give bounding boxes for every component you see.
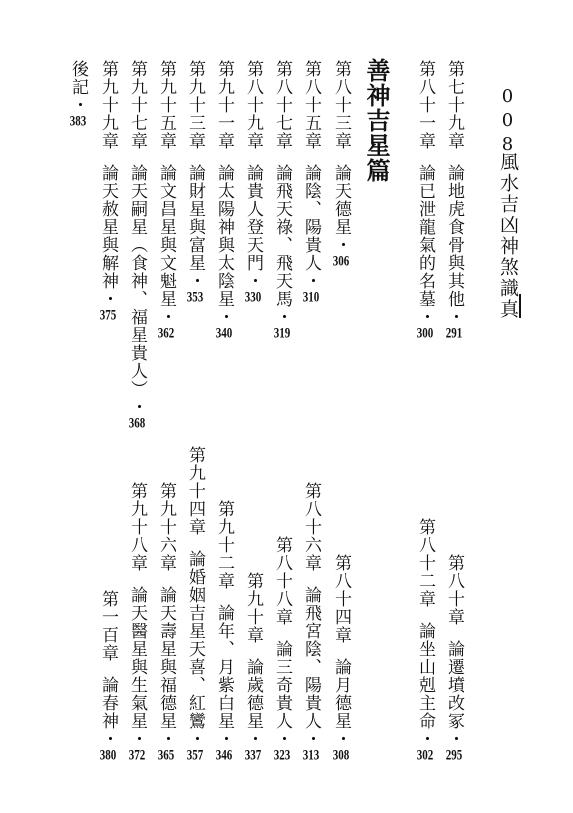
- chapter-number: 後記: [68, 60, 88, 96]
- chapter-title: 論遷墳改冢: [444, 640, 464, 730]
- book-title: 風水吉凶神煞識真: [497, 152, 519, 320]
- chapter-title: 論坐山剋主命: [415, 622, 435, 730]
- chapter-number: 第九十二章: [214, 500, 234, 590]
- toc-entry[interactable]: 第九十五章論文昌星與文魁星・362: [156, 60, 176, 341]
- page-ref: 313: [302, 748, 320, 763]
- chapter-title: 論飛天祿、飛天馬: [272, 164, 292, 308]
- toc-entry[interactable]: 第八十二章論坐山剋主命・302: [415, 518, 435, 763]
- page-ref: 383: [69, 114, 87, 129]
- page-ref: 346: [215, 748, 233, 763]
- chapter-title: 論三奇貴人: [272, 640, 292, 730]
- chapter-title: 論陰、陽貴人: [301, 164, 321, 272]
- page-ref: 306: [332, 254, 350, 269]
- toc-entry[interactable]: 第九十章論歲德星・337: [243, 572, 263, 763]
- toc-entry[interactable]: 第八十八章論三奇貴人・323: [272, 536, 292, 763]
- page-ref: 308: [332, 748, 350, 763]
- page-ref: 353: [186, 290, 204, 305]
- chapter-number: 第九十七章: [127, 60, 147, 150]
- toc-entry[interactable]: 後記・383: [68, 60, 88, 129]
- page-ref: 365: [157, 748, 175, 763]
- page-number: 008: [497, 86, 518, 158]
- toc-entry[interactable]: 第九十七章論天嗣星（食神、福星貴人）・368: [127, 60, 147, 431]
- chapter-number: 第八十三章: [331, 60, 351, 150]
- title-rule: [519, 294, 521, 318]
- page-ref: 380: [99, 748, 117, 763]
- chapter-number: 第七十九章: [444, 60, 464, 150]
- chapter-number: 第九十一章: [214, 60, 234, 150]
- page-ref: 340: [215, 326, 233, 341]
- toc-entry[interactable]: 第九十三章論財星與富星・353: [185, 60, 205, 305]
- toc-entry[interactable]: 第八十一章論已泄龍氣的名墓・300: [415, 60, 435, 341]
- page-ref: 319: [273, 326, 291, 341]
- chapter-title: 論太陽神與太陰星: [214, 164, 234, 308]
- chapter-number: 第八十九章: [243, 60, 263, 150]
- toc-entry[interactable]: 第八十九章論貴人登天門・330: [243, 60, 263, 305]
- chapter-title: 論財星與富星: [185, 164, 205, 272]
- toc-entry[interactable]: 第八十五章論陰、陽貴人・310: [301, 60, 321, 305]
- page-ref: 330: [244, 290, 262, 305]
- page-ref: 368: [128, 416, 146, 431]
- chapter-title: 論地虎食骨與其他: [444, 164, 464, 308]
- chapter-number: 第八十五章: [301, 60, 321, 150]
- toc-entry[interactable]: 第八十四章論月德星・308: [331, 554, 351, 763]
- chapter-number: 第九十六章: [156, 482, 176, 572]
- chapter-title: 論已泄龍氣的名墓: [415, 164, 435, 308]
- chapter-number: 第九十五章: [156, 60, 176, 150]
- page-ref: 362: [157, 326, 175, 341]
- chapter-number: 第八十一章: [415, 60, 435, 150]
- chapter-number: 第八十四章: [331, 554, 351, 644]
- toc-entry[interactable]: 第一百章論春神・380: [98, 590, 118, 763]
- chapter-title: 論年、月紫白星: [214, 604, 234, 730]
- toc-entry[interactable]: 第九十九章論天赦星與解神・375: [98, 60, 118, 323]
- chapter-number: 第八十七章: [272, 60, 292, 150]
- chapter-title: 論天德星: [331, 164, 351, 236]
- toc-entry[interactable]: 第八十七章論飛天祿、飛天馬・319: [272, 60, 292, 341]
- chapter-title: 論飛宮陰、陽貴人: [301, 586, 321, 730]
- chapter-title: 論春神: [98, 676, 118, 730]
- chapter-title: 論貴人登天門: [243, 164, 263, 272]
- chapter-number: 第九十四章: [185, 446, 205, 536]
- chapter-number: 第八十六章: [301, 482, 321, 572]
- toc-entry[interactable]: 第七十九章論地虎食骨與其他・291: [444, 60, 464, 341]
- chapter-number: 第八十章: [444, 554, 464, 626]
- page-ref: 375: [99, 308, 117, 323]
- page-ref: 323: [273, 748, 291, 763]
- chapter-title: 論婚姻吉星天喜、紅鸞: [185, 550, 205, 730]
- page-ref: 300: [416, 326, 434, 341]
- chapter-title: 論天醫星與生氣星: [127, 586, 147, 730]
- chapter-title: 論天赦星與解神: [98, 164, 118, 290]
- toc-entry[interactable]: 第九十八章論天醫星與生氣星・372: [127, 482, 147, 763]
- chapter-title: 論天壽星與福德星: [156, 586, 176, 730]
- chapter-title: 論歲德星: [243, 658, 263, 730]
- toc-entry[interactable]: 第八十六章論飛宮陰、陽貴人・313: [301, 482, 321, 763]
- page-ref: 295: [445, 748, 463, 763]
- chapter-number: 第九十九章: [98, 60, 118, 150]
- toc-entry[interactable]: 第八十三章論天德星・306: [331, 60, 351, 269]
- chapter-title: 論月德星: [331, 658, 351, 730]
- chapter-number: 第一百章: [98, 590, 118, 662]
- chapter-title: 論文昌星與文魁星: [156, 164, 176, 308]
- page-ref: 337: [244, 748, 262, 763]
- chapter-number: 第九十章: [243, 572, 263, 644]
- page-ref: 310: [302, 290, 320, 305]
- chapter-number: 第八十二章: [415, 518, 435, 608]
- chapter-number: 第九十八章: [127, 482, 147, 572]
- page-ref: 372: [128, 748, 146, 763]
- toc-entry[interactable]: 第九十六章論天壽星與福德星・365: [156, 482, 176, 763]
- chapter-number: 第九十三章: [185, 60, 205, 150]
- page-ref: 357: [186, 748, 204, 763]
- toc-entry[interactable]: 第九十四章論婚姻吉星天喜、紅鸞・357: [185, 446, 205, 763]
- toc-entry[interactable]: 第九十二章論年、月紫白星・346: [214, 500, 234, 763]
- page-ref: 302: [416, 748, 434, 763]
- page-ref: 291: [445, 326, 463, 341]
- toc-entry[interactable]: 第八十章論遷墳改冢・295: [444, 554, 464, 763]
- toc-entry[interactable]: 第九十一章論太陽神與太陰星・340: [214, 60, 234, 341]
- chapter-number: 第八十八章: [272, 536, 292, 626]
- chapter-title: 論天嗣星（食神、福星貴人）: [127, 164, 147, 398]
- section-title: 善神吉星篇: [362, 58, 391, 183]
